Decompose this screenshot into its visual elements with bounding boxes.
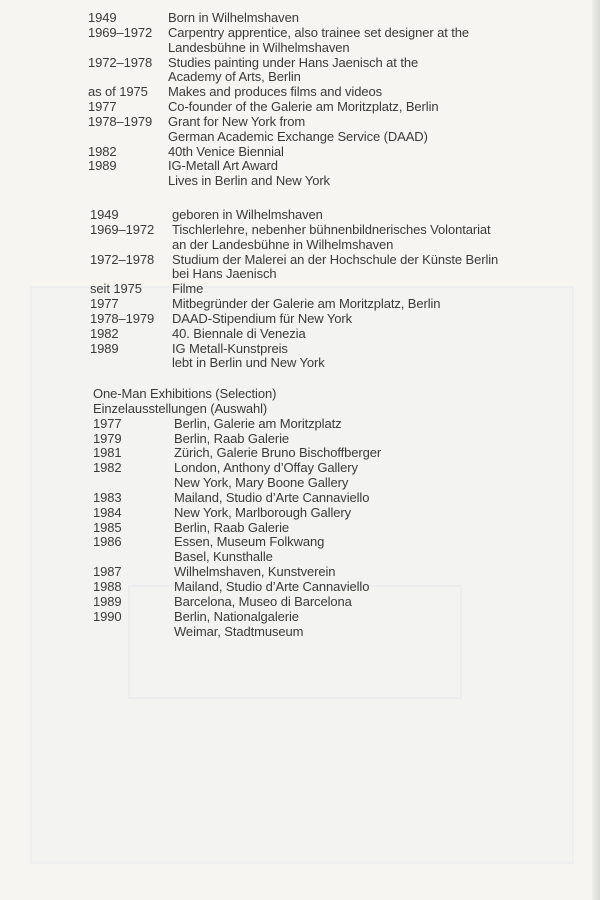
year: 1982 <box>88 143 117 159</box>
page-edge <box>592 0 600 900</box>
entry-text: an der Landesbühne in Wilhelmshaven <box>172 236 394 252</box>
entry-text: IG-Metall Art Award <box>168 158 278 174</box>
year <box>93 476 174 491</box>
year <box>93 625 174 640</box>
bio-row <box>88 145 469 160</box>
year: 1969–1972 <box>90 221 155 237</box>
bio-row <box>90 238 498 253</box>
exhibition-row <box>93 595 381 610</box>
exhibition-row <box>93 610 381 625</box>
entry-text: London, Anthony d’Offay Gallery <box>174 460 358 476</box>
exhibition-row <box>93 461 381 476</box>
year: 1972–1978 <box>88 54 153 70</box>
entry-text: Mailand, Studio d’Arte Cannaviello <box>174 489 370 505</box>
entry-text: Berlin, Raab Galerie <box>174 519 290 535</box>
year <box>90 356 172 371</box>
bio-row <box>88 56 469 71</box>
year: 1990 <box>93 608 122 624</box>
entry-text: Co-founder of the Galerie am Moritzplatz, Berlin <box>168 99 439 115</box>
year: 1983 <box>93 489 122 505</box>
entry-text: New York, Mary Boone Gallery <box>174 475 349 491</box>
bio-row <box>90 327 498 342</box>
german-biography <box>90 208 498 371</box>
entry-text: Academy of Arts, Berlin <box>168 69 301 85</box>
bio-row <box>90 208 498 223</box>
bio-row <box>88 100 469 115</box>
entry-text: New York, Marlborough Gallery <box>174 504 352 520</box>
year: 1986 <box>93 534 122 550</box>
exhibition-row <box>93 432 381 447</box>
entry-text: Berlin, Raab Galerie <box>174 430 290 446</box>
bio-row <box>88 26 469 41</box>
year: 1985 <box>93 519 122 535</box>
bio-row <box>88 11 469 26</box>
year <box>93 550 174 565</box>
entry-text: Makes and produces films and videos <box>168 84 383 100</box>
year: 1982 <box>93 460 122 476</box>
year: 1949 <box>90 207 119 222</box>
entry-text: 40. Biennale di Venezia <box>172 325 306 341</box>
entry-text: bei Hans Jaenisch <box>172 266 277 282</box>
exhibition-row <box>93 550 381 565</box>
bio-row <box>90 356 498 371</box>
bio-row <box>90 282 498 297</box>
year: 1978–1979 <box>88 113 153 129</box>
entry-text: 40th Venice Biennial <box>168 143 284 159</box>
entry-text: lebt in Berlin und New York <box>172 355 325 371</box>
year: 1949 <box>88 10 117 25</box>
year: 1977 <box>88 99 117 115</box>
exhibitions-heading-en: One-Man Exhibitions (Selection) <box>93 386 277 401</box>
exhibition-row <box>93 476 381 491</box>
bio-row <box>90 297 498 312</box>
entry-text: Lives in Berlin and New York <box>168 173 330 189</box>
exhibition-row <box>93 446 381 461</box>
bio-row <box>90 253 498 268</box>
year <box>88 174 168 189</box>
exhibitions-list <box>93 387 381 639</box>
english-biography <box>88 11 469 189</box>
year: 1979 <box>93 430 122 446</box>
entry-text: IG Metall-Kunstpreis <box>172 340 288 356</box>
entry-text: Studies painting under Hans Jaenisch at the <box>168 54 419 70</box>
bio-row <box>88 174 469 189</box>
entry-text: Mitbegründer der Galerie am Moritzplatz, Berlin <box>172 296 441 312</box>
entry-text: Basel, Kunsthalle <box>174 549 273 565</box>
bio-row <box>88 130 469 145</box>
bio-row <box>90 342 498 357</box>
entry-text: Barcelona, Museo di Barcelona <box>174 593 352 609</box>
exhibition-row <box>93 535 381 550</box>
entry-text: Tischlerlehre, nebenher bühnenbildnerisches Volontariat <box>172 221 491 237</box>
year: 1989 <box>90 340 119 356</box>
year <box>88 41 168 56</box>
exhibition-row <box>93 565 381 580</box>
entry-text: Weimar, Stadtmuseum <box>174 623 304 639</box>
bio-row <box>88 70 469 85</box>
entry-text: Berlin, Galerie am Moritzplatz <box>174 415 342 431</box>
year <box>88 70 168 85</box>
year <box>90 238 172 253</box>
bio-row <box>88 159 469 174</box>
year: seit 1975 <box>90 281 142 297</box>
year: as of 1975 <box>88 84 148 100</box>
year: 1984 <box>93 504 122 520</box>
entry-text: Zürich, Galerie Bruno Bischoffberger <box>174 445 382 461</box>
entry-text: geboren in Wilhelmshaven <box>172 207 323 222</box>
year <box>90 267 172 282</box>
exhibition-row <box>93 417 381 432</box>
year <box>88 130 168 145</box>
exhibition-row <box>93 506 381 521</box>
year: 1978–1979 <box>90 310 155 326</box>
exhibition-row <box>93 491 381 506</box>
bio-row <box>90 267 498 282</box>
year: 1972–1978 <box>90 251 155 267</box>
bio-row <box>88 41 469 56</box>
bio-row <box>90 312 498 327</box>
entry-text: Berlin, Nationalgalerie <box>174 608 299 624</box>
entry-text: Studium der Malerei an der Hochschule der Künste Berlin <box>172 251 499 267</box>
year: 1987 <box>93 564 122 580</box>
year: 1989 <box>93 593 122 609</box>
entry-text: Filme <box>172 281 204 297</box>
entry-text: Carpentry apprentice, also trainee set designer at the <box>168 24 470 40</box>
exhibition-row <box>93 521 381 536</box>
year: 1989 <box>88 158 117 174</box>
entry-text: Essen, Museum Folkwang <box>174 534 325 550</box>
year: 1981 <box>93 445 122 461</box>
year: 1977 <box>93 415 122 431</box>
entry-text: Born in Wilhelmshaven <box>168 10 299 25</box>
entry-text: DAAD-Stipendium für New York <box>172 310 353 326</box>
entry-text: Mailand, Studio d’Arte Cannaviello <box>174 578 370 594</box>
bio-row <box>88 115 469 130</box>
entry-text: Wilhelmshaven, Kunstverein <box>174 564 336 580</box>
year: 1977 <box>90 296 119 312</box>
exhibition-row <box>93 625 381 640</box>
bio-row <box>90 223 498 238</box>
exhibition-row <box>93 580 381 595</box>
entry-text: German Academic Exchange Service (DAAD) <box>168 128 428 144</box>
year: 1969–1972 <box>88 24 153 40</box>
year: 1988 <box>93 578 122 594</box>
entry-text: Grant for New York from <box>168 113 306 129</box>
year: 1982 <box>90 325 119 341</box>
entry-text: Landesbühne in Wilhelmshaven <box>168 39 350 55</box>
exhibitions-heading-de: Einzelausstellungen (Auswahl) <box>93 400 268 416</box>
bio-row <box>88 85 469 100</box>
